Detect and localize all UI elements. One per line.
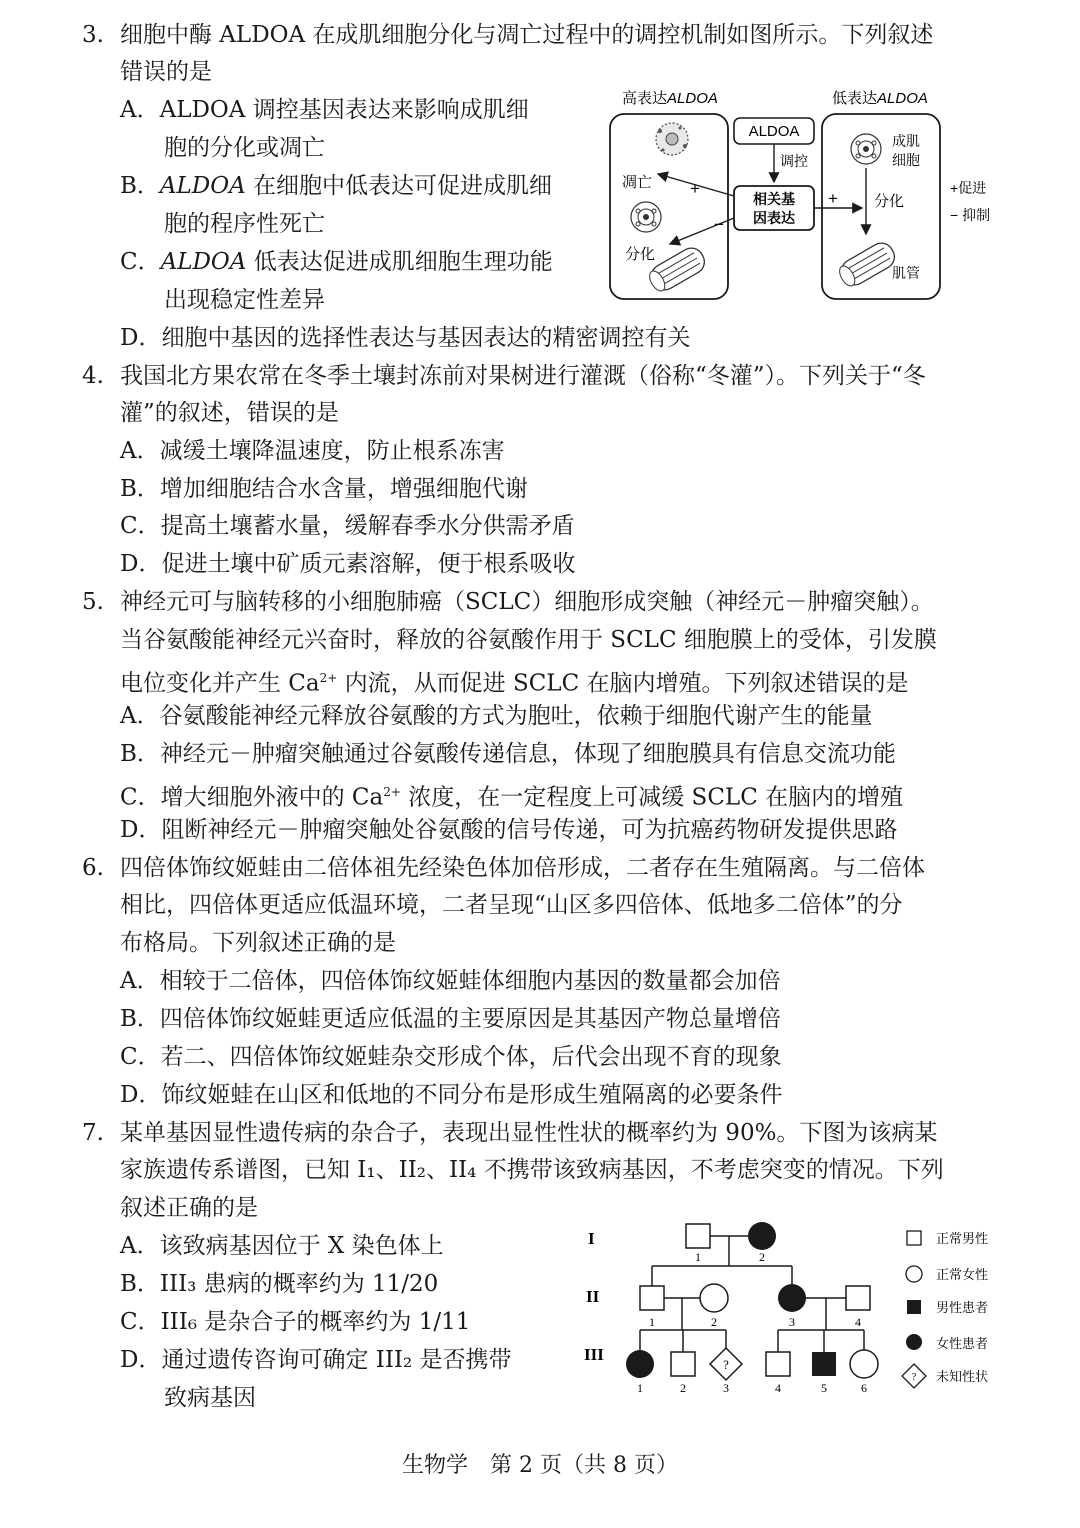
I-2-id: 2 bbox=[759, 1250, 765, 1264]
diagram-regulate-label: 调控 bbox=[780, 153, 808, 169]
q3-option-c-gene: ALDOA bbox=[160, 249, 247, 275]
q5-stem-line3-sup: 2+ bbox=[319, 671, 338, 685]
q7-stem-line1: 某单基因显性遗传病的杂合子，表现出显性性状的概率约为 90%。下图为该病某 bbox=[120, 1120, 938, 1146]
III-1-id: 1 bbox=[637, 1381, 643, 1395]
myoblast-cell-icon-right bbox=[851, 134, 881, 164]
apoptotic-cell-icon bbox=[656, 123, 688, 155]
legend-affected-male: 男性患者 bbox=[936, 1300, 989, 1315]
generation-label-3: III bbox=[584, 1345, 604, 1364]
legend-unknown-mark: ? bbox=[911, 1372, 917, 1383]
q3-option-c-letter: C． bbox=[120, 249, 161, 275]
q6-stem-line2: 相比，四倍体更适应低温环境，二者呈现“山区多四倍体、低地多二倍体”的分 bbox=[120, 892, 903, 918]
legend-affected-male-icon bbox=[907, 1300, 921, 1314]
I-2-affected-female bbox=[748, 1222, 776, 1250]
differentiation-minus-sign: − bbox=[714, 215, 724, 234]
q5-stem-line2: 当谷氨酸能神经元兴奋时，释放的谷氨酸作用于 SCLC 细胞膜上的受体，引发膜 bbox=[120, 627, 937, 653]
legend-normal-female-icon bbox=[906, 1266, 922, 1282]
page-footer: 生物学 第 2 页（共 8 页） bbox=[402, 1453, 678, 1478]
I-1-normal-male bbox=[686, 1224, 710, 1248]
q5-option-b: B．神经元－肿瘤突触通过谷氨酸传递信息，体现了细胞膜具有信息交流功能 bbox=[120, 741, 896, 767]
legend-normal-female: 正常女性 bbox=[936, 1267, 989, 1282]
right-plus-sign: + bbox=[828, 189, 838, 208]
legend-promote: +促进 bbox=[950, 180, 987, 196]
legend-affected-female: 女性患者 bbox=[936, 1336, 989, 1351]
q5-option-c-sup: 2+ bbox=[383, 785, 401, 799]
q7-pedigree-chart bbox=[580, 1210, 1010, 1400]
differentiation-inhibit-arrow bbox=[670, 218, 734, 244]
q3-option-a-line2: 胞的分化或凋亡 bbox=[164, 135, 325, 161]
q5-stem-line3-a: 电位变化并产生 Ca bbox=[120, 670, 320, 697]
q3-stem-line2: 错误的是 bbox=[120, 59, 212, 85]
I-1-id: 1 bbox=[695, 1250, 701, 1264]
q6-stem-line1: 四倍体饰纹姬蛙由二倍体祖先经染色体加倍形成，二者存在生殖隔离。与二倍体 bbox=[120, 855, 925, 881]
legend-normal-male: 正常男性 bbox=[936, 1231, 989, 1246]
myotube-icon-right bbox=[836, 239, 899, 291]
q3-stem-line1: 细胞中酶 ALDOA 在成肌细胞分化与凋亡过程中的调控机制如图所示。下列叙述 bbox=[120, 22, 934, 48]
II-4-normal-male bbox=[846, 1286, 870, 1310]
diagram-differentiation-label-right: 分化 bbox=[874, 193, 905, 210]
q6-option-d: D．饰纹姬蛙在山区和低地的不同分布是形成生殖隔离的必要条件 bbox=[120, 1082, 783, 1108]
III-6-normal-female bbox=[850, 1350, 878, 1378]
diagram-high-label: 高表达ALDOA bbox=[622, 90, 718, 107]
related-gene-line1: 相关基 bbox=[753, 191, 795, 207]
myoblast-cell-icon-left bbox=[631, 202, 661, 232]
q3-option-a-line1: A．ALDOA 调控基因表达来影响成肌细 bbox=[120, 97, 529, 123]
q4-stem-line2: 灌”的叙述，错误的是 bbox=[120, 400, 339, 426]
q3-option-b-gene: ALDOA bbox=[159, 173, 246, 199]
q6-option-a: A．相较于二倍体，四倍体饰纹姬蛙体细胞内基因的数量都会加倍 bbox=[120, 968, 781, 994]
III-2-id: 2 bbox=[680, 1381, 686, 1395]
apoptosis-plus-sign: + bbox=[690, 179, 700, 198]
q4-stem-line1: 我国北方果农常在冬季土壤封冻前对果树进行灌溉（俗称“冬灌”）。下列关于“冬 bbox=[120, 363, 926, 389]
q7-number: 7. bbox=[82, 1120, 104, 1146]
III-1-affected-female bbox=[626, 1350, 654, 1378]
diagram-apoptosis-label: 凋亡 bbox=[622, 174, 653, 191]
q5-number: 5. bbox=[82, 589, 104, 615]
q7-option-b: B．III₃ 患病的概率约为 11/20 bbox=[120, 1271, 439, 1297]
q5-option-d: D．阻断神经元－肿瘤突触处谷氨酸的信号传递，可为抗癌药物研发提供思路 bbox=[120, 817, 898, 843]
III-4-normal-male bbox=[766, 1352, 790, 1376]
q7-option-d-line2: 致病基因 bbox=[164, 1385, 256, 1411]
diagram-myotube-label: 肌管 bbox=[892, 265, 920, 281]
diagram-low-label: 低表达ALDOA bbox=[832, 90, 928, 107]
III-2-normal-male bbox=[671, 1352, 695, 1376]
q4-option-a: A．减缓土壤降温速度，防止根系冻害 bbox=[120, 438, 505, 464]
II-1-id: 1 bbox=[649, 1315, 655, 1329]
q5-option-c-b: 浓度，在一定程度上可减缓 SCLC 在脑内的增殖 bbox=[400, 784, 904, 811]
q5-option-c-a: C．增大细胞外液中的 Ca bbox=[120, 784, 384, 811]
diagram-myoblast-line1: 成肌 bbox=[892, 133, 920, 149]
q5-option-c bbox=[120, 775, 903, 815]
q5-option-a: A．谷氨酸能神经元释放谷氨酸的方式为胞吐，依赖于细胞代谢产生的能量 bbox=[120, 703, 873, 729]
III-3-id: 3 bbox=[723, 1381, 729, 1395]
q7-stem-line3: 叙述正确的是 bbox=[120, 1195, 258, 1221]
II-2-id: 2 bbox=[711, 1315, 717, 1329]
q7-option-a: A．该致病基因位于 X 染色体上 bbox=[120, 1233, 444, 1259]
aldoa-box-label: ALDOA bbox=[748, 123, 800, 140]
diagram-differentiation-label-left: 分化 bbox=[625, 246, 656, 263]
q6-stem-line3: 布格局。下列叙述正确的是 bbox=[120, 930, 396, 956]
II-2-normal-female bbox=[700, 1284, 728, 1312]
related-gene-line2: 因表达 bbox=[753, 210, 795, 226]
q7-stem-line2: 家族遗传系谱图，已知 I₁、II₂、II₄ 不携带该致病基因，不考虑突变的情况。下列 bbox=[120, 1157, 944, 1183]
q5-stem-line3 bbox=[120, 661, 909, 701]
q3-number: 3. bbox=[82, 22, 104, 48]
q7-option-c: C．III₆ 是杂合子的概率约为 1/11 bbox=[120, 1309, 471, 1335]
q4-number: 4. bbox=[82, 363, 104, 389]
q3-aldoa-diagram bbox=[600, 84, 1030, 314]
III-3-unknown-mark: ? bbox=[723, 1357, 729, 1372]
generation-label-2: II bbox=[586, 1287, 600, 1306]
II-4-id: 4 bbox=[855, 1315, 861, 1329]
q3-option-c-line2: 出现稳定性差异 bbox=[164, 287, 325, 313]
q6-number: 6. bbox=[82, 855, 104, 881]
q5-stem-line3-b: 内流，从而促进 SCLC 在脑内增殖。下列叙述错误的是 bbox=[337, 670, 909, 697]
generation-label-1: I bbox=[588, 1229, 595, 1248]
q3-option-c-line1 bbox=[120, 245, 553, 279]
q3-option-b-line1 bbox=[120, 169, 552, 203]
II-3-id: 3 bbox=[789, 1315, 795, 1329]
q3-option-b-text: 在细胞中低表达可促进成肌细 bbox=[245, 173, 553, 199]
legend-normal-male-icon bbox=[907, 1231, 921, 1245]
q3-option-b-letter: B． bbox=[120, 173, 160, 199]
q7-option-d-line1: D．通过遗传咨询可确定 III₂ 是否携带 bbox=[120, 1347, 512, 1373]
legend-affected-female-icon bbox=[906, 1334, 922, 1350]
legend-inhibit: − 抑制 bbox=[950, 207, 991, 223]
q3-option-c-text: 低表达促进成肌细胞生理功能 bbox=[246, 249, 553, 275]
III-4-id: 4 bbox=[775, 1381, 781, 1395]
q4-option-b: B．增加细胞结合水含量，增强细胞代谢 bbox=[120, 476, 528, 502]
legend-unknown: 未知性状 bbox=[936, 1369, 989, 1384]
q3-option-d: D．细胞中基因的选择性表达与基因表达的精密调控有关 bbox=[120, 325, 691, 351]
II-3-affected-female bbox=[778, 1284, 806, 1312]
q4-option-d: D．促进土壤中矿质元素溶解，便于根系吸收 bbox=[120, 551, 576, 577]
III-6-id: 6 bbox=[861, 1381, 867, 1395]
q3-option-b-line2: 胞的程序性死亡 bbox=[164, 211, 325, 237]
III-5-id: 5 bbox=[821, 1381, 827, 1395]
II-1-normal-male bbox=[640, 1286, 664, 1310]
q4-option-c: C．提高土壤蓄水量，缓解春季水分供需矛盾 bbox=[120, 513, 575, 539]
q6-option-b: B．四倍体饰纹姬蛙更适应低温的主要原因是其基因产物总量增倍 bbox=[120, 1006, 781, 1032]
III-5-affected-male bbox=[812, 1352, 836, 1376]
q5-stem-line1: 神经元可与脑转移的小细胞肺癌（SCLC）细胞形成突触（神经元－肿瘤突触）。 bbox=[120, 589, 934, 615]
diagram-myoblast-line2: 细胞 bbox=[892, 152, 920, 168]
q6-option-c: C．若二、四倍体饰纹姬蛙杂交形成个体，后代会出现不育的现象 bbox=[120, 1044, 782, 1070]
